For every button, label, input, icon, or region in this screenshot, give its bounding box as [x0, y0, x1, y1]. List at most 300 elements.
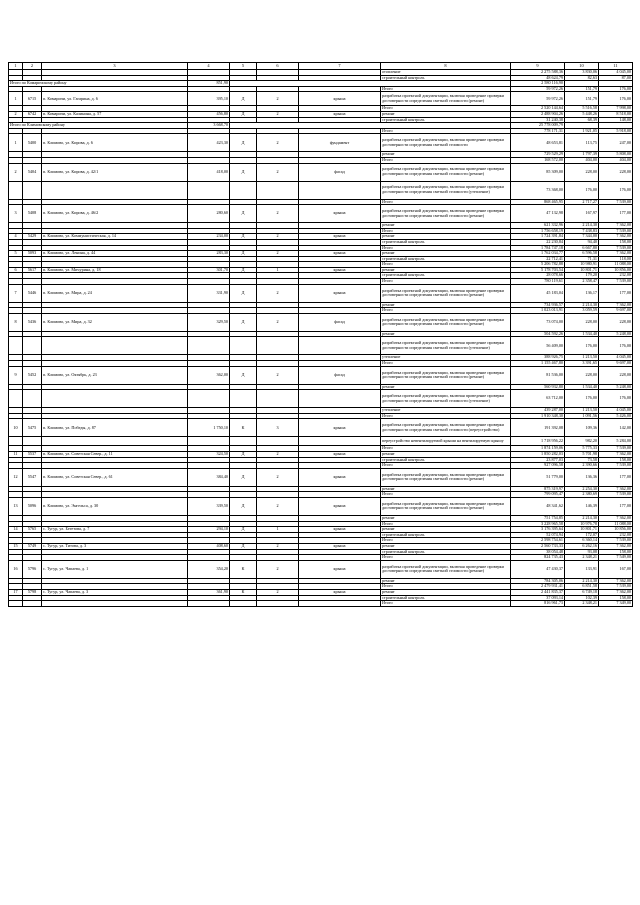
- building-area: 234,00: [188, 234, 230, 240]
- work-cost: 388 926,75: [511, 355, 565, 361]
- unit-cost: 3 391,65: [565, 361, 599, 367]
- empty-cell: [230, 337, 257, 355]
- work-cost: 191 392,08: [511, 419, 565, 437]
- building-row: [9, 313, 633, 331]
- work-cost: 1 724 391,84: [511, 234, 565, 240]
- work-type: разработка проектной документации, включая проведение проверки достоверности определения сметной стоимости (ремонт): [381, 468, 511, 486]
- work-type: разработка проектной документации, включая проведение проверки достоверности определения сметной стоимости (утепление): [381, 390, 511, 408]
- row-number: 8: [9, 313, 23, 331]
- building-id: 5408: [23, 205, 42, 223]
- building-address: п. Климово, ул. Мира, д. 32: [42, 313, 188, 331]
- work-cost: 1 762 034,77: [511, 251, 565, 257]
- work-type: разработка проектной документации, включая проведение проверки достоверности определения сметной стоимости (ремонт): [381, 92, 511, 106]
- work-type: Итого: [381, 463, 511, 469]
- max-unit-cost: 7 539,00: [599, 279, 633, 285]
- column-number-header: [9, 63, 633, 70]
- work-type: разработка проектной документации, включая проведение проверки достоверности определения сметной стоимости (ремонт): [381, 366, 511, 384]
- work-cost: 621 332,96: [511, 223, 565, 229]
- work-cost: 1 850 282,03: [511, 452, 565, 458]
- max-unit-cost: 232,00: [599, 273, 633, 279]
- work-cost: 799 095,47: [511, 492, 565, 498]
- floors-count: 2: [257, 205, 299, 223]
- row-number: 4: [9, 234, 23, 240]
- building-area: 283,30: [188, 251, 230, 257]
- header-cell-4: 4: [188, 63, 230, 70]
- max-unit-cost: 9 697,00: [599, 308, 633, 314]
- work-cost: 729 529,29: [511, 152, 565, 158]
- row-number: 16: [9, 560, 23, 578]
- work-object: крыша: [299, 560, 381, 578]
- unit-cost: 1 797,39: [565, 152, 599, 158]
- max-unit-cost: 10 856,00: [599, 527, 633, 533]
- floors-count: 2: [257, 163, 299, 181]
- unit-cost: 7 438,83: [565, 228, 599, 234]
- empty-cell: [299, 181, 381, 199]
- empty-cell: [188, 601, 230, 607]
- empty-cell: [257, 437, 299, 446]
- row-number: 9: [9, 366, 23, 384]
- unit-cost: 151,79: [565, 86, 599, 92]
- wall-material: К: [230, 560, 257, 578]
- work-cost: 52 074,94: [511, 532, 565, 538]
- max-unit-cost: 4 045,00: [599, 408, 633, 414]
- empty-cell: [188, 437, 230, 446]
- unit-cost: 1 921,05: [565, 128, 599, 134]
- empty-cell: [257, 390, 299, 408]
- row-number: 10: [9, 419, 23, 437]
- building-id: 5617: [23, 267, 42, 273]
- building-area: 280,60: [188, 205, 230, 223]
- unit-cost: 3 059,59: [565, 308, 599, 314]
- max-unit-cost: 247,00: [599, 134, 633, 152]
- row-number: 12: [9, 468, 23, 486]
- work-type: ремонт: [381, 527, 511, 533]
- row-number: 2: [9, 163, 23, 181]
- work-cost: 778 171,31: [511, 128, 565, 134]
- work-cost: 2 441 835,37: [511, 589, 565, 595]
- unit-cost: 1 213,50: [565, 408, 599, 414]
- empty-cell: [230, 390, 257, 408]
- work-type: ремонт: [381, 578, 511, 584]
- work-type: Итого: [381, 361, 511, 367]
- work-cost: 824 735,43: [511, 555, 565, 561]
- building-area: 301,70: [188, 267, 230, 273]
- max-unit-cost: 142,00: [599, 419, 633, 437]
- building-id: 5475: [23, 419, 42, 437]
- floors-count: 1: [257, 527, 299, 533]
- work-type: разработка проектной документации, включая проведение проверки достоверности определения сметной стоимости (ремонт): [381, 205, 511, 223]
- floors-count: 2: [257, 366, 299, 384]
- max-unit-cost: 228,00: [599, 163, 633, 181]
- work-type: переустройство невентилируемой крыши на вентилируемую крышу: [381, 437, 511, 446]
- building-address: п. Климово, ул. Ленина, д. 44: [42, 251, 188, 257]
- unit-cost: 146,39: [565, 497, 599, 515]
- max-unit-cost: 7 362,00: [599, 251, 633, 257]
- row-number: 13: [9, 497, 23, 515]
- max-unit-cost: 177,00: [599, 468, 633, 486]
- unit-cost: 228,00: [565, 163, 599, 181]
- floors-count: 2: [257, 234, 299, 240]
- max-unit-cost: 7 362,00: [599, 515, 633, 521]
- max-unit-cost: 177,00: [599, 497, 633, 515]
- max-unit-cost: 232,00: [599, 532, 633, 538]
- work-type: ремонт: [381, 384, 511, 390]
- work-type: Итого: [381, 555, 511, 561]
- max-unit-cost: 176,00: [599, 92, 633, 106]
- max-unit-cost: 5 918,00: [599, 128, 633, 134]
- work-object: крыша: [299, 452, 381, 458]
- work-cost: 47 430,37: [511, 560, 565, 578]
- building-area: 331,90: [188, 284, 230, 302]
- empty-cell: [23, 601, 42, 607]
- row-number: 3: [9, 205, 23, 223]
- work-cost: 31 240,38: [511, 117, 565, 123]
- work-object: крыша: [299, 205, 381, 223]
- row-number: 7: [9, 284, 23, 302]
- unit-cost: 5 516,58: [565, 106, 599, 112]
- max-unit-cost: 7 362,00: [599, 302, 633, 308]
- header-cell-5: 5: [230, 63, 257, 70]
- unit-cost: 94,40: [565, 239, 599, 245]
- work-type: ремонт: [381, 152, 511, 158]
- building-address: п. Климово, ул. Кирова, д. 42/1: [42, 163, 188, 181]
- max-unit-cost: 167,00: [599, 560, 633, 578]
- wall-material: Д: [230, 251, 257, 257]
- building-id: 5547: [23, 468, 42, 486]
- work-cost: 784 305,06: [511, 578, 565, 584]
- unit-cost: 228,00: [565, 366, 599, 384]
- floors-count: 2: [257, 589, 299, 595]
- work-type: Итого: [381, 413, 511, 419]
- unit-cost: 151,79: [565, 92, 599, 106]
- unit-cost: 73,58: [565, 457, 599, 463]
- building-id: 5452: [23, 366, 42, 384]
- unit-cost: 2 348,21: [565, 555, 599, 561]
- empty-cell: [299, 601, 381, 607]
- work-type: разработка проектной документации, включая проведение проверки достоверности определения сметной стоимости: [381, 134, 511, 152]
- work-type: строительный контроль: [381, 549, 511, 555]
- work-object: крыша: [299, 92, 381, 106]
- wall-material: Д: [230, 468, 257, 486]
- work-cost: 5 206 782,88: [511, 262, 565, 268]
- unit-cost: 136,17: [565, 284, 599, 302]
- work-type: строительный контроль: [381, 457, 511, 463]
- max-unit-cost: 7 362,00: [599, 589, 633, 595]
- max-unit-cost: 87,00: [599, 75, 633, 81]
- work-type: разработка проектной документации, включая проведение проверки достоверности определения сметной стоимости (ремонт): [381, 313, 511, 331]
- header-cell-9: 9: [511, 63, 565, 70]
- unit-cost: 5 701,98: [565, 452, 599, 458]
- building-area: 354,20: [188, 560, 230, 578]
- work-object: крыша: [299, 284, 381, 302]
- building-area: 423,30: [188, 134, 230, 152]
- unit-cost: 176,00: [565, 390, 599, 408]
- repair-register-table: [8, 62, 633, 607]
- work-cost: 868 465,95: [511, 199, 565, 205]
- building-id: 5429: [23, 234, 42, 240]
- wall-material: Д: [230, 497, 257, 515]
- work-cost: 48 624,79: [511, 75, 565, 81]
- unit-cost: 133,91: [565, 560, 599, 578]
- work-type: Итого: [381, 199, 511, 205]
- max-unit-cost: 7 349,00: [599, 601, 633, 607]
- work-cost: 780 119,61: [511, 279, 565, 285]
- work-object: крыша: [299, 234, 381, 240]
- empty-cell: [230, 601, 257, 607]
- max-unit-cost: 7 539,00: [599, 538, 633, 544]
- work-cost: 85 309,00: [511, 163, 565, 181]
- empty-cell: [188, 390, 230, 408]
- building-address: п. Климово, ул. Кирова, д. 6: [42, 134, 188, 152]
- unit-cost: 93,08: [565, 549, 599, 555]
- building-id: 5096: [23, 497, 42, 515]
- header-cell-3: 3: [42, 63, 188, 70]
- unit-cost: 109,36: [565, 419, 599, 437]
- row-number: 5: [9, 251, 23, 257]
- wall-material: Д: [230, 163, 257, 181]
- work-cost: 1 023 013,91: [511, 308, 565, 314]
- work-object: крыша: [299, 267, 381, 273]
- max-unit-cost: 176,00: [599, 390, 633, 408]
- empty-cell: [230, 181, 257, 199]
- work-cost: 734 936,57: [511, 302, 565, 308]
- work-type: ремонт: [381, 486, 511, 492]
- floors-count: 2: [257, 284, 299, 302]
- unit-cost: 113,75: [565, 134, 599, 152]
- district-total-area: 3 668,70: [188, 123, 230, 129]
- work-type: ремонт: [381, 302, 511, 308]
- max-unit-cost: 4 045,00: [599, 70, 633, 76]
- max-unit-cost: 11 088,00: [599, 262, 633, 268]
- empty-cell: [299, 390, 381, 408]
- building-address: п. Климово, ул. Советская Север., д. 11: [42, 452, 188, 458]
- work-type: разработка проектной документации, включая проведение проверки достоверности определения сметной стоимости (ремонт): [381, 163, 511, 181]
- building-area: 339,50: [188, 497, 230, 515]
- building-area: 329,50: [188, 313, 230, 331]
- work-cost: 1 910 348,30: [511, 413, 565, 419]
- empty-cell: [9, 337, 23, 355]
- work-cost: 22 712,41: [511, 256, 565, 262]
- floors-count: 2: [257, 92, 299, 106]
- building-id: 5749: [23, 543, 42, 549]
- building-area: 456,80: [188, 111, 230, 117]
- building-area: 384,40: [188, 468, 230, 486]
- empty-cell: [9, 601, 23, 607]
- unit-cost: 176,00: [565, 181, 599, 199]
- work-type: утепление: [381, 408, 511, 414]
- wall-material: К: [230, 419, 257, 437]
- empty-cell: [42, 437, 188, 446]
- work-type: Итого: [381, 538, 511, 544]
- building-area: 395,10: [188, 92, 230, 106]
- building-id: 6742: [23, 111, 42, 117]
- empty-cell: [188, 181, 230, 199]
- work-type: Итого: [381, 128, 511, 134]
- building-row: [9, 497, 633, 515]
- empty-cell: [9, 181, 23, 199]
- work-cost: 927 096,58: [511, 463, 565, 469]
- unit-cost: 2 358,47: [565, 279, 599, 285]
- wall-material: Д: [230, 527, 257, 533]
- work-cost: 1 718 956,22: [511, 437, 565, 446]
- max-unit-cost: 11 088,00: [599, 521, 633, 527]
- work-cost: 51 779,00: [511, 468, 565, 486]
- empty-cell: [42, 390, 188, 408]
- floors-count: 2: [257, 313, 299, 331]
- building-address: п. Климово, ул. Победы, д. 87: [42, 419, 188, 437]
- unit-cost: 2 214,30: [565, 223, 599, 229]
- unit-cost: 404,00: [565, 157, 599, 163]
- work-type: ремонт: [381, 452, 511, 458]
- work-cost: 5 178 703,54: [511, 267, 565, 273]
- wall-material: Д: [230, 134, 257, 152]
- work-cost: 751 754,85: [511, 515, 565, 521]
- max-unit-cost: 228,00: [599, 366, 633, 384]
- work-type: разработка проектной документации, включая проведение проверки достоверности определения сметной стоимости (ремонт): [381, 284, 511, 302]
- work-object: фасад: [299, 313, 381, 331]
- work-subrow: [9, 181, 633, 199]
- header-cell-1: 1: [9, 63, 23, 70]
- header-cell-2: 2: [23, 63, 42, 70]
- empty-cell: [42, 601, 188, 607]
- empty-cell: [257, 181, 299, 199]
- work-type: ремонт: [381, 515, 511, 521]
- work-type: Итого: [381, 245, 511, 251]
- wall-material: Д: [230, 366, 257, 384]
- unit-cost: 2 380,69: [565, 492, 599, 498]
- work-subrow: [9, 337, 633, 355]
- work-cost: 1 155 467,80: [511, 361, 565, 367]
- work-type: Итого: [381, 308, 511, 314]
- work-type: Итого: [381, 262, 511, 268]
- max-unit-cost: 5 248,00: [599, 331, 633, 337]
- building-id: 6715: [23, 92, 42, 106]
- work-cost: 22 230,84: [511, 239, 565, 245]
- building-area: 1 750,10: [188, 419, 230, 437]
- building-address: п. Комаричи, ул. Гагарина, д. 6: [42, 92, 188, 106]
- header-cell-7: 7: [299, 63, 381, 70]
- unit-cost: 68,39: [565, 117, 599, 123]
- unit-cost: 176,00: [565, 337, 599, 355]
- max-unit-cost: 7 362,00: [599, 578, 633, 584]
- work-object: крыша: [299, 543, 381, 549]
- empty-cell: [42, 181, 188, 199]
- work-cost: 28 078,66: [511, 273, 565, 279]
- work-cost: 1 756 658,19: [511, 228, 565, 234]
- building-row: [9, 468, 633, 486]
- building-address: п. Климово, ул. Энгельса, д. 30: [42, 497, 188, 515]
- max-unit-cost: 7 362,00: [599, 234, 633, 240]
- unit-cost: 10 976,78: [565, 521, 599, 527]
- work-type: ремонт: [381, 331, 511, 337]
- building-address: п. Климово, ул. Коммунистическая, д. 14: [42, 234, 188, 240]
- work-cost: 504 592,26: [511, 331, 565, 337]
- building-id: 5400: [23, 134, 42, 152]
- floors-count: 2: [257, 134, 299, 152]
- unit-cost: 2 390,66: [565, 463, 599, 469]
- building-area: 361,90: [188, 589, 230, 595]
- work-type: Итого: [381, 584, 511, 590]
- row-number: 15: [9, 543, 23, 549]
- work-cost: 23 877,03: [511, 457, 565, 463]
- work-type: строительный контроль: [381, 75, 511, 81]
- max-unit-cost: 177,00: [599, 284, 633, 302]
- building-id: 5796: [23, 560, 42, 578]
- max-unit-cost: 4 045,00: [599, 355, 633, 361]
- work-type: Итого: [381, 492, 511, 498]
- unit-cost: 10 801,71: [565, 267, 599, 273]
- wall-material: Д: [230, 267, 257, 273]
- floors-count: 2: [257, 560, 299, 578]
- building-address: п. Климово, ул. Октябрь, д. 23: [42, 366, 188, 384]
- work-type: ремонт: [381, 251, 511, 257]
- work-cost: 73 368,00: [511, 181, 565, 199]
- building-address: п. Климово, ул. Мичурина, д. 18: [42, 267, 188, 273]
- max-unit-cost: 10 856,00: [599, 267, 633, 273]
- work-type: Итого: [381, 228, 511, 234]
- work-type: отопление: [381, 70, 511, 76]
- empty-cell: [9, 390, 23, 408]
- unit-cost: 10 980,91: [565, 262, 599, 268]
- building-id: 5765: [23, 527, 42, 533]
- header-cell-8: 8: [381, 63, 511, 70]
- work-cost: 168 572,00: [511, 157, 565, 163]
- district-total-label: Итого по Климовскому району: [9, 123, 188, 129]
- work-cost: 2 520 144,64: [511, 106, 565, 112]
- unit-cost: 6 360,14: [565, 538, 599, 544]
- row-number: 14: [9, 527, 23, 533]
- max-unit-cost: 5 284,00: [599, 437, 633, 446]
- max-unit-cost: 7 362,00: [599, 486, 633, 492]
- max-unit-cost: 7 539,00: [599, 199, 633, 205]
- building-id: 5404: [23, 163, 42, 181]
- work-cost: 3 228 965,58: [511, 521, 565, 527]
- work-cost: 875 319,97: [511, 486, 565, 492]
- unit-cost: 7 344,00: [565, 234, 599, 240]
- work-cost: 48 341,62: [511, 497, 565, 515]
- building-area: 294,10: [188, 527, 230, 533]
- unit-cost: 1 534,40: [565, 384, 599, 390]
- unit-cost: 2 348,21: [565, 601, 599, 607]
- max-unit-cost: 404,00: [599, 157, 633, 163]
- work-object: крыша: [299, 251, 381, 257]
- work-type: строительный контроль: [381, 239, 511, 245]
- unit-cost: 6 596,58: [565, 251, 599, 257]
- work-type: Итого: [381, 601, 511, 607]
- work-object: крыша: [299, 527, 381, 533]
- empty-cell: [230, 437, 257, 446]
- building-address: п. Климово, ул. Советская Север., д. 61: [42, 468, 188, 486]
- row-number: 1: [9, 134, 23, 152]
- max-unit-cost: 7 539,00: [599, 245, 633, 251]
- work-type: разработка проектной документации, включая проведение проверки достоверности определения сметной стоимости (утепление): [381, 337, 511, 355]
- empty-cell: [299, 437, 381, 446]
- unit-cost: 2 254,30: [565, 486, 599, 492]
- wall-material: Д: [230, 234, 257, 240]
- max-unit-cost: 8 518,00: [599, 111, 633, 117]
- max-unit-cost: 158,00: [599, 457, 633, 463]
- work-cost: 37 093,14: [511, 595, 565, 601]
- building-id: 5537: [23, 452, 42, 458]
- unit-cost: 172,07: [565, 532, 599, 538]
- work-type: разработка проектной документации, включая проведение проверки достоверности определения сметной стоимости (ремонт): [381, 497, 511, 515]
- wall-material: Д: [230, 284, 257, 302]
- work-type: разработка проектной документации, включая проведение проверки достоверности определения сметной стоимости (ремонт): [381, 560, 511, 578]
- work-type: строительный контроль: [381, 595, 511, 601]
- building-row: [9, 419, 633, 437]
- building-address: с. Тугур, ул. Титова, д. 3: [42, 543, 188, 549]
- work-cost: 2 488 904,26: [511, 111, 565, 117]
